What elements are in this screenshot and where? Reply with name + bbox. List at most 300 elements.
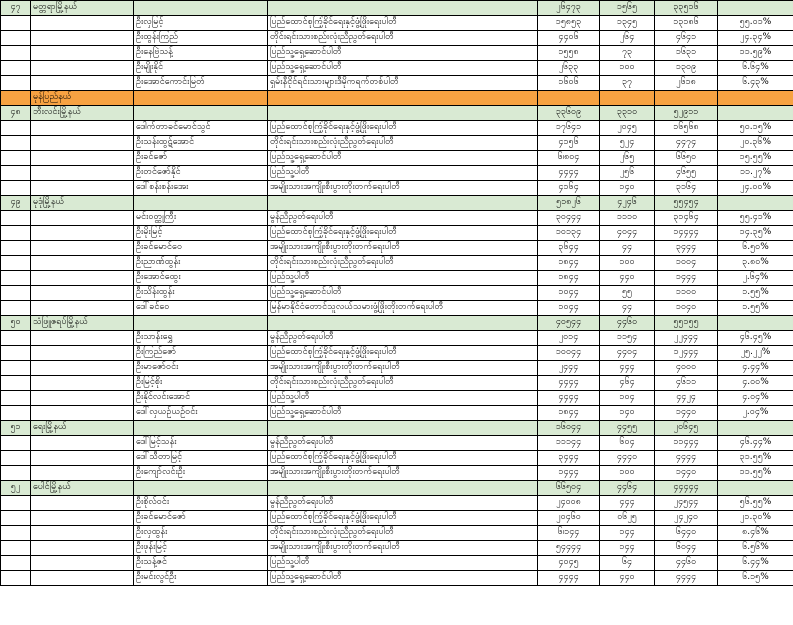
row-number-cell[interactable] xyxy=(1,406,31,421)
votes-column-1-cell[interactable] xyxy=(538,91,600,106)
township-name-cell[interactable] xyxy=(31,271,134,286)
candidate-name-cell[interactable]: ဦးနေဗြဲသန့် xyxy=(134,46,268,61)
percentage-cell[interactable]: ၁၅.၅၅% xyxy=(718,151,793,166)
candidate-name-cell[interactable]: ဦးမြင့်စိုး xyxy=(134,376,268,391)
votes-column-3-cell[interactable]: ၄၄၂၄ xyxy=(655,391,718,406)
row-number-cell[interactable] xyxy=(1,541,31,556)
percentage-cell[interactable]: ၆.၄၄% xyxy=(718,556,793,571)
votes-column-1-cell[interactable]: ၁၁၁၄၄ xyxy=(538,436,600,451)
party-name-cell[interactable]: အမျိုးသားအကျိုးစီးပွားတိုးတက်ရေးပါတီ xyxy=(268,361,538,376)
votes-column-2-cell[interactable]: ၄၀၄၄ xyxy=(600,226,655,241)
candidate-name-cell[interactable]: ဦးလှမြင့် xyxy=(134,16,268,31)
percentage-cell[interactable]: ၆.၁၅% xyxy=(718,571,793,586)
percentage-cell[interactable]: ၄၆.၄၅% xyxy=(718,331,793,346)
party-name-cell[interactable]: ပြည်သူ့ပါတီ xyxy=(268,166,538,181)
votes-column-1-cell[interactable]: ၅၁၈၂၆ xyxy=(538,196,600,211)
votes-column-2-cell[interactable]: ၁၄၀ xyxy=(600,181,655,196)
candidate-name-cell[interactable]: ဒေါ်လှယဉ်ယဉ်ဝင်း xyxy=(134,406,268,421)
candidate-name-cell[interactable]: ဦးမင်းလွင်ဦး xyxy=(134,571,268,586)
township-name-cell[interactable] xyxy=(31,121,134,136)
party-name-cell[interactable]: တိုင်းရင်းသားစည်းလုံးညီညွတ်ရေးပါတီ xyxy=(268,376,538,391)
township-name-cell[interactable] xyxy=(31,31,134,46)
votes-column-1-cell[interactable]: ၁၆၀၆ xyxy=(538,76,600,91)
percentage-cell[interactable]: ၅၀.၁၅% xyxy=(718,121,793,136)
votes-column-1-cell[interactable]: ၄၄၀၆ xyxy=(538,31,600,46)
party-name-cell[interactable]: တိုင်းရင်းသားစည်းလုံးညီညွတ်ရေးပါတီ xyxy=(268,526,538,541)
row-number-cell[interactable] xyxy=(1,136,31,151)
percentage-cell[interactable]: ၁၁.၅၉% xyxy=(718,46,793,61)
party-name-cell[interactable]: ပြည်သူ့ရှေ့ဆောင်ပါတီ xyxy=(268,61,538,76)
candidate-name-cell[interactable]: ဦးကြည်ဇော် xyxy=(134,346,268,361)
township-name-cell[interactable] xyxy=(31,76,134,91)
votes-column-1-cell[interactable]: ၁၆၀၄၄ xyxy=(538,421,600,436)
votes-column-3-cell[interactable]: ၄၄၄၄၄ xyxy=(655,481,718,496)
party-name-cell[interactable] xyxy=(268,316,538,331)
row-number-cell[interactable] xyxy=(1,376,31,391)
party-name-cell[interactable]: မွန်ညီညွတ်ရေးပါတီ xyxy=(268,331,538,346)
votes-column-3-cell[interactable]: ၁၁၄၄၄ xyxy=(655,436,718,451)
votes-column-2-cell[interactable]: ၄၄၄ xyxy=(600,496,655,511)
votes-column-3-cell[interactable]: ၁၄၄၀ xyxy=(655,406,718,421)
percentage-cell[interactable]: ၃.၈၀% xyxy=(718,256,793,271)
votes-column-2-cell[interactable]: ၄၂၄၆ xyxy=(600,196,655,211)
candidate-name-cell[interactable]: ဦးအောင်ထွေး xyxy=(134,271,268,286)
percentage-cell[interactable]: ၂.၆၄% xyxy=(718,271,793,286)
party-name-cell[interactable]: မွန်ညီညွတ်ရေးပါတီ xyxy=(268,436,538,451)
township-name-cell[interactable] xyxy=(31,241,134,256)
party-name-cell[interactable]: တိုင်းရင်းသားစည်းလုံးညီညွတ်ရေးပါတီ xyxy=(268,31,538,46)
percentage-cell[interactable]: ၅၅.၄၁% xyxy=(718,211,793,226)
party-name-cell[interactable]: ပြည်သူ့ရှေ့ဆောင်ပါတီ xyxy=(268,571,538,586)
votes-column-3-cell[interactable]: ၄၄၄၄ xyxy=(655,571,718,586)
votes-column-3-cell[interactable]: ၄၀၀၀ xyxy=(655,361,718,376)
votes-column-3-cell[interactable]: ၁၃၀၉ xyxy=(655,61,718,76)
votes-column-3-cell[interactable]: ၅၅၄၅၄ xyxy=(655,196,718,211)
votes-column-1-cell[interactable]: ၂၀၁၄ xyxy=(538,331,600,346)
votes-column-1-cell[interactable]: ၂၄၄၄ xyxy=(538,361,600,376)
percentage-cell[interactable]: ၄.၀၀% xyxy=(718,376,793,391)
candidate-name-cell[interactable]: ဦးတင်ဇော်နိုင် xyxy=(134,166,268,181)
township-name-cell[interactable] xyxy=(31,541,134,556)
row-number-cell[interactable]: ၄၉ xyxy=(1,196,31,211)
party-name-cell[interactable] xyxy=(268,481,538,496)
votes-column-2-cell[interactable]: ၀၆၂၅ xyxy=(600,511,655,526)
candidate-name-cell[interactable]: ဦးသန်းထွဋ်အောင် xyxy=(134,136,268,151)
candidate-name-cell[interactable] xyxy=(134,91,268,106)
township-name-cell[interactable] xyxy=(31,526,134,541)
party-name-cell[interactable] xyxy=(268,196,538,211)
row-number-cell[interactable] xyxy=(1,241,31,256)
votes-column-2-cell[interactable]: ၄၄၄ xyxy=(600,361,655,376)
row-number-cell[interactable] xyxy=(1,61,31,76)
row-number-cell[interactable] xyxy=(1,31,31,46)
row-number-cell[interactable] xyxy=(1,226,31,241)
row-number-cell[interactable] xyxy=(1,121,31,136)
votes-column-1-cell[interactable]: ၆၊၈၀၄ xyxy=(538,151,600,166)
votes-column-3-cell[interactable]: ၄၄၄၄ xyxy=(655,451,718,466)
percentage-cell[interactable]: ၂၅.၂၂% xyxy=(718,346,793,361)
township-name-cell[interactable] xyxy=(31,556,134,571)
votes-column-3-cell[interactable]: ၄၆၅၅ xyxy=(655,166,718,181)
township-name-cell[interactable] xyxy=(31,301,134,316)
row-number-cell[interactable] xyxy=(1,166,31,181)
votes-column-1-cell[interactable]: ၁၈၄၄ xyxy=(538,406,600,421)
row-number-cell[interactable]: ၅၀ xyxy=(1,316,31,331)
votes-column-1-cell[interactable]: ၅၄၄၄၄ xyxy=(538,541,600,556)
votes-column-1-cell[interactable]: ၄၄၄၄ xyxy=(538,376,600,391)
candidate-name-cell[interactable]: ဦးသန့်ဇင် xyxy=(134,556,268,571)
votes-column-2-cell[interactable]: ၁၃၄၅ xyxy=(600,16,655,31)
votes-column-2-cell[interactable] xyxy=(600,91,655,106)
party-name-cell[interactable]: အမျိုးသားအကျိုးစီးပွားတိုးတက်ရေးပါတီ xyxy=(268,466,538,481)
votes-column-2-cell[interactable]: ၁၀၀ xyxy=(600,466,655,481)
party-name-cell[interactable]: ပြည်ထောင်စုကြံ့ခိုင်ရေးနှင့်ဖွံ့ဖြိုးရေးပါတီ xyxy=(268,16,538,31)
candidate-name-cell[interactable] xyxy=(134,481,268,496)
percentage-cell[interactable] xyxy=(718,106,793,121)
township-name-cell[interactable]: သံဖြူဇရပ်မြို့နယ် xyxy=(31,316,134,331)
row-number-cell[interactable] xyxy=(1,46,31,61)
votes-column-1-cell[interactable]: ၄၁၆၄ xyxy=(538,181,600,196)
township-name-cell[interactable] xyxy=(31,226,134,241)
row-number-cell[interactable] xyxy=(1,466,31,481)
candidate-name-cell[interactable] xyxy=(134,106,268,121)
party-name-cell[interactable]: အမျိုးသားအကျိုးစီးပွားတိုးတက်ရေးပါတီ xyxy=(268,241,538,256)
township-name-cell[interactable] xyxy=(31,151,134,166)
votes-column-2-cell[interactable]: ၂၆၄ xyxy=(600,31,655,46)
row-number-cell[interactable] xyxy=(1,76,31,91)
votes-column-3-cell[interactable]: ၆၀၄၄ xyxy=(655,541,718,556)
township-name-cell[interactable] xyxy=(31,391,134,406)
votes-column-2-cell[interactable]: ၁၄၀ xyxy=(600,406,655,421)
township-name-cell[interactable] xyxy=(31,61,134,76)
percentage-cell[interactable]: ၃၁.၅၅% xyxy=(718,451,793,466)
row-number-cell[interactable]: ၄၇ xyxy=(1,1,31,16)
row-number-cell[interactable] xyxy=(1,556,31,571)
votes-column-2-cell[interactable]: ၂၆၅ xyxy=(600,151,655,166)
votes-column-1-cell[interactable]: ၂၆၄၇၃ xyxy=(538,1,600,16)
votes-column-1-cell[interactable]: ၁၀၄၄ xyxy=(538,286,600,301)
township-name-cell[interactable] xyxy=(31,46,134,61)
votes-column-2-cell[interactable]: ၆၄ xyxy=(600,556,655,571)
votes-column-3-cell[interactable]: ၁၆၅၆၈ xyxy=(655,121,718,136)
party-name-cell[interactable]: မွန်ညီညွတ်ရေးပါတီ xyxy=(268,496,538,511)
votes-column-1-cell[interactable]: ၄၄၄၄ xyxy=(538,571,600,586)
row-number-cell[interactable] xyxy=(1,16,31,31)
votes-column-1-cell[interactable]: ၄၀၅၄၄ xyxy=(538,316,600,331)
votes-column-1-cell[interactable]: ၁၀၄၄ xyxy=(538,301,600,316)
votes-column-3-cell[interactable]: ၁၀၀၄ xyxy=(655,256,718,271)
votes-column-1-cell[interactable]: ၁၈၄၄ xyxy=(538,271,600,286)
votes-column-3-cell[interactable]: ၁၄၄၄ xyxy=(655,271,718,286)
votes-column-3-cell[interactable]: ၁၀၄၀ xyxy=(655,301,718,316)
candidate-name-cell[interactable]: ဦးသိန်းထွန်း xyxy=(134,286,268,301)
candidate-name-cell[interactable]: ဦးအောင်ကောင်းမြတ် xyxy=(134,76,268,91)
township-name-cell[interactable] xyxy=(31,466,134,481)
township-name-cell[interactable] xyxy=(31,571,134,586)
township-name-cell[interactable]: ရေးမြို့နယ် xyxy=(31,421,134,436)
votes-column-3-cell[interactable]: ၂၆၁၈ xyxy=(655,76,718,91)
party-name-cell[interactable]: ပြည်ထောင်စုကြံ့ခိုင်ရေးနှင့်ဖွံ့ဖြိုးရေးပါတီ xyxy=(268,226,538,241)
votes-column-3-cell[interactable]: ၄၄၇၄ xyxy=(655,136,718,151)
votes-column-3-cell[interactable]: ၆၆၅၀ xyxy=(655,151,718,166)
township-name-cell[interactable] xyxy=(31,166,134,181)
candidate-name-cell[interactable]: ဒေါ်သီတာမြင့် xyxy=(134,451,268,466)
row-number-cell[interactable] xyxy=(1,361,31,376)
row-number-cell[interactable] xyxy=(1,181,31,196)
percentage-cell[interactable]: ၁၁.၂၇% xyxy=(718,166,793,181)
votes-column-1-cell[interactable]: ၃၄၄၄ xyxy=(538,451,600,466)
votes-column-2-cell[interactable]: ၁၀၀ xyxy=(600,61,655,76)
votes-column-3-cell[interactable]: ၆၄၄၀ xyxy=(655,526,718,541)
votes-column-3-cell[interactable] xyxy=(655,91,718,106)
votes-column-2-cell[interactable]: ၁၄၄ xyxy=(600,541,655,556)
party-name-cell[interactable] xyxy=(268,421,538,436)
township-name-cell[interactable]: မတ္တရာမြို့နယ် xyxy=(31,1,134,16)
votes-column-2-cell[interactable]: ၄၄၀ xyxy=(600,571,655,586)
candidate-name-cell[interactable]: ဦးခင်မောင်ဇော် xyxy=(134,511,268,526)
row-number-cell[interactable] xyxy=(1,331,31,346)
party-name-cell[interactable]: ပြည်သူ့ပါတီ xyxy=(268,271,538,286)
candidate-name-cell[interactable] xyxy=(134,316,268,331)
votes-column-3-cell[interactable]: ၃၁၄၆၄ xyxy=(655,211,718,226)
party-name-cell[interactable] xyxy=(268,91,538,106)
votes-column-3-cell[interactable]: ၁၄၄၀ xyxy=(655,466,718,481)
township-name-cell[interactable] xyxy=(31,346,134,361)
votes-column-1-cell[interactable]: ၂၆၃၃ xyxy=(538,61,600,76)
township-name-cell[interactable] xyxy=(31,286,134,301)
votes-column-2-cell[interactable]: ၄၄၀ xyxy=(600,271,655,286)
row-number-cell[interactable] xyxy=(1,301,31,316)
candidate-name-cell[interactable]: ဒေါက်တာခင်မောင်သွင် xyxy=(134,121,268,136)
candidate-name-cell[interactable]: ဦးဖုန်းမြင့် xyxy=(134,541,268,556)
party-name-cell[interactable]: ပြည်သူ့ရှေ့ဆောင်ပါတီ xyxy=(268,286,538,301)
votes-column-1-cell[interactable]: ၄၄၄၄ xyxy=(538,166,600,181)
votes-column-1-cell[interactable]: ၂၀၄၆၀ xyxy=(538,511,600,526)
votes-column-3-cell[interactable]: ၃၁၆၄ xyxy=(655,181,718,196)
candidate-name-cell[interactable] xyxy=(134,196,268,211)
votes-column-3-cell[interactable]: ၂၄၂၄၀ xyxy=(655,511,718,526)
votes-column-2-cell[interactable]: ၁၀၄ xyxy=(600,391,655,406)
row-number-cell[interactable] xyxy=(1,496,31,511)
row-number-cell[interactable] xyxy=(1,511,31,526)
row-number-cell[interactable] xyxy=(1,346,31,361)
candidate-name-cell[interactable] xyxy=(134,421,268,436)
votes-column-3-cell[interactable]: ၁၂၄၄၄ xyxy=(655,346,718,361)
party-name-cell[interactable]: ပြည်ထောင်စုကြံ့ခိုင်ရေးနှင့်ဖွံ့ဖြိုးရေးပါတီ xyxy=(268,511,538,526)
votes-column-2-cell[interactable]: ၄၄၀၄ xyxy=(600,346,655,361)
votes-column-2-cell[interactable]: ၃၇ xyxy=(600,76,655,91)
votes-column-1-cell[interactable]: ၆၆၅၀၄ xyxy=(538,481,600,496)
township-name-cell[interactable] xyxy=(31,331,134,346)
percentage-cell[interactable]: ၆.၄၃% xyxy=(718,76,793,91)
votes-column-1-cell[interactable]: ၁၅၈၅၃ xyxy=(538,16,600,31)
votes-column-2-cell[interactable]: ၅၂၄ xyxy=(600,136,655,151)
township-name-cell[interactable] xyxy=(31,361,134,376)
percentage-cell[interactable]: ၆.၆၄% xyxy=(718,61,793,76)
row-number-cell[interactable] xyxy=(1,436,31,451)
candidate-name-cell[interactable]: ဦးမျိုးနိုင် xyxy=(134,61,268,76)
votes-column-2-cell[interactable]: ၁၁၁၀ xyxy=(600,211,655,226)
candidate-name-cell[interactable]: ဦးမိုးမြင့် xyxy=(134,226,268,241)
party-name-cell[interactable]: ပြည်သူ့ရှေ့ဆောင်ပါတီ xyxy=(268,46,538,61)
row-number-cell[interactable] xyxy=(1,256,31,271)
percentage-cell[interactable]: ၁၁.၅၅% xyxy=(718,466,793,481)
percentage-cell[interactable]: ၂၁.၃၀% xyxy=(718,511,793,526)
party-name-cell[interactable]: မွန်ညီညွတ်ရေးပါတီ xyxy=(268,211,538,226)
percentage-cell[interactable]: ၂၀.၃၆% xyxy=(718,136,793,151)
percentage-cell[interactable]: ၂၄.၃၄% xyxy=(718,31,793,46)
party-name-cell[interactable]: ပြည်သူ့ပါတီ xyxy=(268,556,538,571)
party-name-cell[interactable]: ပြည်သူ့ပါတီ xyxy=(268,391,538,406)
candidate-name-cell[interactable]: ဦးညာဏ်ထွန်း xyxy=(134,256,268,271)
votes-column-1-cell[interactable]: ၁၈၄၄ xyxy=(538,256,600,271)
row-number-cell[interactable] xyxy=(1,91,31,106)
percentage-cell[interactable] xyxy=(718,481,793,496)
votes-column-3-cell[interactable]: ၂၄၅၄၄ xyxy=(655,496,718,511)
votes-column-2-cell[interactable]: ၄၄၆၀ xyxy=(600,316,655,331)
party-name-cell[interactable] xyxy=(268,1,538,16)
candidate-name-cell[interactable]: ဦးထွန်းကြည် xyxy=(134,31,268,46)
votes-column-3-cell[interactable]: ၂၂၄၄၄ xyxy=(655,331,718,346)
votes-column-3-cell[interactable]: ၂၀၆၄၅ xyxy=(655,421,718,436)
votes-column-2-cell[interactable]: ၆၀၄ xyxy=(600,436,655,451)
percentage-cell[interactable] xyxy=(718,91,793,106)
percentage-cell[interactable]: ၂၄.၀၀% xyxy=(718,181,793,196)
party-name-cell[interactable]: ပြည်သူ့ရှေ့ဆောင်ပါတီ xyxy=(268,151,538,166)
party-name-cell[interactable]: ပြည်ထောင်စုကြံ့ခိုင်ရေးနှင့်ဖွံ့ဖြိုးရေးပါတီ xyxy=(268,346,538,361)
row-number-cell[interactable] xyxy=(1,271,31,286)
percentage-cell[interactable] xyxy=(718,1,793,16)
votes-column-1-cell[interactable]: ၄၄၄၄ xyxy=(538,391,600,406)
party-name-cell[interactable]: ပြည်ထောင်စုကြံ့ခိုင်ရေးနှင့်ဖွံ့ဖြိုးရေးပါတီ xyxy=(268,451,538,466)
row-number-cell[interactable]: ၅၁ xyxy=(1,421,31,436)
votes-column-2-cell[interactable]: ၃၃၁၀ xyxy=(600,106,655,121)
party-name-cell[interactable]: ပြည်ထောင်စုကြံ့ခိုင်ရေးနှင့်ဖွံ့ဖြိုးရေးပါတီ xyxy=(268,121,538,136)
township-name-cell[interactable]: ပေါင်မြို့နယ် xyxy=(31,481,134,496)
votes-column-3-cell[interactable]: ၃၃၅၁၆ xyxy=(655,1,718,16)
row-number-cell[interactable]: ၅၂ xyxy=(1,481,31,496)
votes-column-3-cell[interactable]: ၁၄၄၄၄ xyxy=(655,226,718,241)
township-name-cell[interactable] xyxy=(31,511,134,526)
percentage-cell[interactable]: ၆.၅၆% xyxy=(718,541,793,556)
candidate-name-cell[interactable] xyxy=(134,1,268,16)
party-name-cell[interactable]: ပြည်သူ့ရှေ့ဆောင်ပါတီ xyxy=(268,406,538,421)
row-number-cell[interactable] xyxy=(1,211,31,226)
party-name-cell[interactable]: တိုင်းရင်းသားစည်းလုံးညီညွတ်ရေးပါတီ xyxy=(268,256,538,271)
row-number-cell[interactable] xyxy=(1,151,31,166)
party-name-cell[interactable]: ရှမ်းနီငိုင်ရင်းသားများဒီမိုကရက်တစ်ပါတီ xyxy=(268,76,538,91)
candidate-name-cell[interactable]: ဦးကျော်လင်းဦး xyxy=(134,466,268,481)
percentage-cell[interactable]: ၈.၄၆% xyxy=(718,526,793,541)
votes-column-2-cell[interactable]: ၄၄၄၀ xyxy=(600,451,655,466)
township-name-cell[interactable]: ဘီးလင်းမြို့နယ် xyxy=(31,106,134,121)
votes-column-1-cell[interactable]: ၃၃၆၀၉ xyxy=(538,106,600,121)
row-number-cell[interactable]: ၄၈ xyxy=(1,106,31,121)
votes-column-2-cell[interactable]: ၄၄ xyxy=(600,301,655,316)
votes-column-2-cell[interactable]: ၇၃ xyxy=(600,46,655,61)
votes-column-1-cell[interactable]: ၄၀၄၅ xyxy=(538,556,600,571)
percentage-cell[interactable]: ၁.၅၅% xyxy=(718,301,793,316)
candidate-name-cell[interactable]: ဦးခင်ဇော် xyxy=(134,151,268,166)
township-name-cell[interactable] xyxy=(31,436,134,451)
candidate-name-cell[interactable]: ဦးမာဇော်ဝင်း xyxy=(134,361,268,376)
percentage-cell[interactable]: ၁၄.၃၅% xyxy=(718,226,793,241)
percentage-cell[interactable]: ၄.၀၄% xyxy=(718,391,793,406)
candidate-name-cell[interactable]: ဦးစိုလ်ဝင်း xyxy=(134,496,268,511)
township-name-cell[interactable] xyxy=(31,406,134,421)
township-name-cell[interactable]: မုဒုံမြို့နယ် xyxy=(31,196,134,211)
candidate-name-cell[interactable]: ဒေါ်ခင်ဝေ xyxy=(134,301,268,316)
row-number-cell[interactable] xyxy=(1,391,31,406)
candidate-name-cell[interactable]: မင်းဝတ္ထုကြီး xyxy=(134,211,268,226)
percentage-cell[interactable]: ၅၆.၅၅% xyxy=(718,496,793,511)
percentage-cell[interactable]: ၅၅.၀၁% xyxy=(718,16,793,31)
votes-column-2-cell[interactable]: ၄၄ xyxy=(600,241,655,256)
township-name-cell[interactable] xyxy=(31,181,134,196)
votes-column-1-cell[interactable]: ၁၄၄၄ xyxy=(538,466,600,481)
percentage-cell[interactable]: ၄၆.၄၄% xyxy=(718,436,793,451)
candidate-name-cell[interactable]: ဦးနိုင်လင်းအောင် xyxy=(134,391,268,406)
row-number-cell[interactable] xyxy=(1,571,31,586)
row-number-cell[interactable] xyxy=(1,526,31,541)
votes-column-3-cell[interactable]: ၁၁၀၀ xyxy=(655,286,718,301)
votes-column-3-cell[interactable]: ၁၆၃၁ xyxy=(655,46,718,61)
votes-column-1-cell[interactable]: ၃၀၄၄၄ xyxy=(538,211,600,226)
row-number-cell[interactable] xyxy=(1,286,31,301)
votes-column-2-cell[interactable]: ၂၀၄၅ xyxy=(600,121,655,136)
votes-column-3-cell[interactable]: ၅၅၁၅၅ xyxy=(655,316,718,331)
candidate-name-cell[interactable]: ဒေါ်စန်းစန်းအေး xyxy=(134,181,268,196)
township-name-cell[interactable] xyxy=(31,376,134,391)
votes-column-2-cell[interactable]: ၄၄၅၅ xyxy=(600,421,655,436)
votes-column-3-cell[interactable]: ၄၆၄၁ xyxy=(655,31,718,46)
percentage-cell[interactable] xyxy=(718,421,793,436)
votes-column-2-cell[interactable]: ၁၀၀ xyxy=(600,256,655,271)
candidate-name-cell[interactable]: ဦးသာန်းရွှေ xyxy=(134,331,268,346)
party-name-cell[interactable]: အမျိုးသားအကျိုးစီးပွားတိုးတက်ရေးပါတီ xyxy=(268,181,538,196)
percentage-cell[interactable]: ၂.၀၄% xyxy=(718,406,793,421)
votes-column-2-cell[interactable]: ၂၅၆ xyxy=(600,166,655,181)
party-name-cell[interactable]: မြန်မာနိုင်ငံတောင်သူလယ်သမားဖွံ့ဖြိုးတိုးတက်ရေးပါတီ xyxy=(268,301,538,316)
votes-column-2-cell[interactable]: ၁၁၅၄ xyxy=(600,331,655,346)
votes-column-1-cell[interactable]: ၁၅၅၈ xyxy=(538,46,600,61)
votes-column-2-cell[interactable]: ၁၅၆၅ xyxy=(600,1,655,16)
votes-column-3-cell[interactable]: ၅၂၉၁၁ xyxy=(655,106,718,121)
party-name-cell[interactable]: အမျိုးသားအကျိုးစီးပွားတိုးတက်ရေးပါတီ xyxy=(268,541,538,556)
votes-column-1-cell[interactable]: ၁၀၁၃၄ xyxy=(538,226,600,241)
township-name-cell[interactable] xyxy=(31,256,134,271)
percentage-cell[interactable] xyxy=(718,316,793,331)
percentage-cell[interactable]: ၆.၅၀% xyxy=(718,241,793,256)
votes-column-1-cell[interactable]: ၄၁၅၆ xyxy=(538,136,600,151)
party-name-cell[interactable] xyxy=(268,106,538,121)
candidate-name-cell[interactable]: ဦးခင်မောင်ဝေ xyxy=(134,241,268,256)
township-name-cell[interactable] xyxy=(31,16,134,31)
votes-column-1-cell[interactable]: ၁၀၀၄၄ xyxy=(538,346,600,361)
party-name-cell[interactable]: တိုင်းရင်းသားစည်းလုံးညီညွတ်ရေးပါတီ xyxy=(268,136,538,151)
votes-column-2-cell[interactable]: ၁၄၄ xyxy=(600,526,655,541)
votes-column-2-cell[interactable]: ၅၅ xyxy=(600,286,655,301)
candidate-name-cell[interactable]: ဦးလှထွန်း xyxy=(134,526,268,541)
percentage-cell[interactable] xyxy=(718,196,793,211)
township-name-cell[interactable] xyxy=(31,136,134,151)
votes-column-3-cell[interactable]: ၄၄၆၀ xyxy=(655,556,718,571)
percentage-cell[interactable]: ၁.၅၅% xyxy=(718,286,793,301)
votes-column-3-cell[interactable]: ၄၆၁၁ xyxy=(655,376,718,391)
votes-column-2-cell[interactable]: ၄၆၄ xyxy=(600,376,655,391)
votes-column-1-cell[interactable]: ၂၄၀၀၈ xyxy=(538,496,600,511)
votes-column-1-cell[interactable]: ၃၆၄၄ xyxy=(538,241,600,256)
